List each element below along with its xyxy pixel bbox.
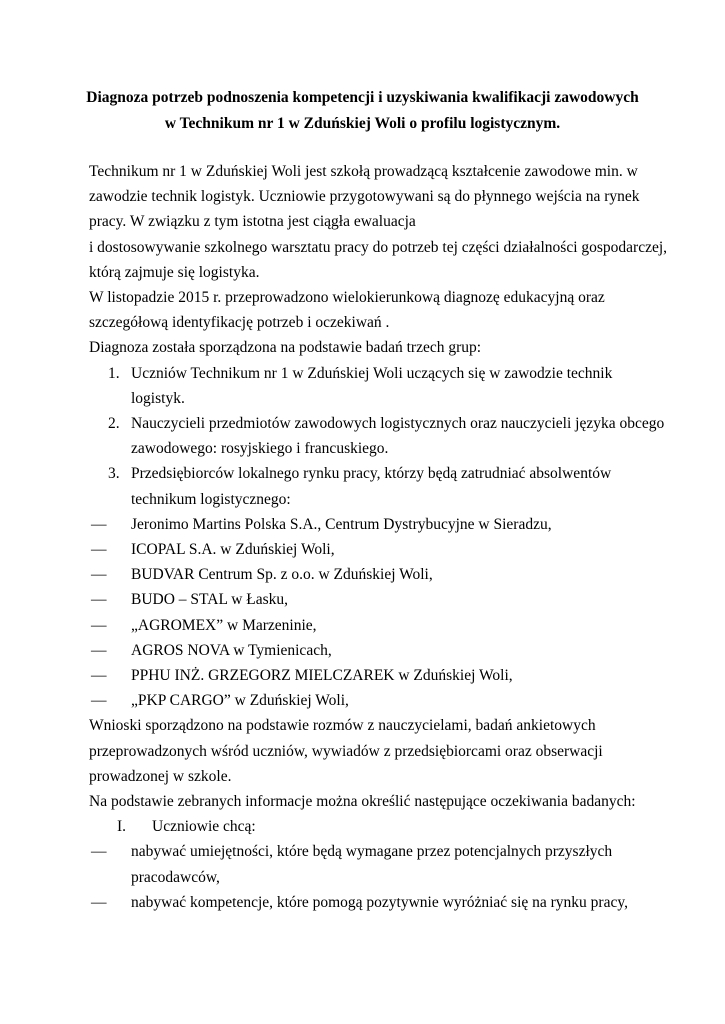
- company-name: „PKP CARGO” w Zduńskiej Woli,: [131, 692, 349, 710]
- dash-bullet: —: [91, 641, 107, 659]
- document-body: [89, 159, 668, 915]
- company-name: ICOPAL S.A. w Zduńskiej Woli,: [131, 541, 335, 559]
- list-item-text: Nauczycieli przedmiotów zawodowych logistycznych oraz nauczycieli języka obcego: [131, 415, 665, 433]
- list-item-text: Uczniów Technikum nr 1 w Zduńskiej Woli uczących się w zawodzie technik: [131, 364, 613, 382]
- section-heading: [89, 814, 649, 839]
- conclusions-line: prowadzonej w szkole.: [89, 767, 232, 785]
- intro-line: którą zajmuje się logistyka.: [89, 263, 260, 281]
- list-item: [89, 890, 649, 915]
- conclusions-line: Wnioski sporządzono na podstawie rozmów z nauczycielami, badań ankietowych: [89, 717, 596, 735]
- list-item: [89, 638, 649, 663]
- dash-bullet: —: [91, 616, 107, 634]
- intro-line: i dostosowywanie szkolnego warsztatu pracy do potrzeb tej części działalności gospodarczej,: [89, 238, 668, 256]
- dash-bullet: —: [91, 515, 107, 533]
- dash-bullet: —: [91, 893, 107, 911]
- document-title-line-1: Diagnoza potrzeb podnoszenia kompetencji i uzyskiwania kwalifikacji zawodowych: [86, 89, 639, 106]
- companies-list: [89, 512, 649, 714]
- dash-bullet: —: [91, 843, 107, 861]
- company-name: BUDVAR Centrum Sp. z o.o. w Zduńskiej Woli,: [131, 566, 433, 584]
- intro-line: W listopadzie 2015 r. przeprowadzono wielokierunkową diagnozę edukacyjną oraz: [89, 289, 605, 307]
- conclusions-line: Na podstawie zebranych informacje można określić następujące oczekiwania badanych:: [89, 793, 636, 811]
- intro-line: szczegółową identyfikację potrzeb i oczekiwań .: [89, 314, 390, 332]
- list-item: [89, 512, 649, 537]
- student-expectations-list: [89, 839, 649, 915]
- list-item-text: logistyk.: [131, 389, 185, 407]
- list-item: [89, 663, 649, 688]
- list-item: [89, 587, 649, 612]
- list-number: 1.: [108, 364, 120, 382]
- company-name: PPHU INŻ. GRZEGORZ MIELCZAREK w Zduńskiej Woli,: [131, 667, 513, 685]
- groups-list: [89, 361, 665, 512]
- section-label: Uczniowie chcą:: [152, 818, 256, 836]
- conclusions-line: przeprowadzonych wśród uczniów, wywiadów z przedsiębiorcami oraz obserwacji: [89, 742, 603, 760]
- list-item-text: technikum logistycznego:: [131, 490, 291, 508]
- intro-line: Technikum nr 1 w Zduńskiej Woli jest szkołą prowadzącą kształcenie zawodowe min. w: [89, 163, 638, 180]
- intro-line: pracy. W związku z tym istotna jest ciągła ewaluacja: [89, 213, 416, 231]
- list-number: 3.: [108, 465, 120, 483]
- list-item: [89, 461, 649, 511]
- list-item: [89, 361, 649, 411]
- intro-line: Diagnoza została sporządzona na podstawie badań trzech grup:: [89, 339, 482, 357]
- list-item-text: nabywać kompetencje, które pomogą pozytywnie wyróżniać się na rynku pracy,: [131, 893, 628, 911]
- dash-bullet: —: [91, 692, 107, 710]
- list-item-text: nabywać umiejętności, które będą wymagane przez potencjalnych przyszłych: [131, 843, 613, 861]
- list-item-text: pracodawców,: [131, 868, 220, 886]
- company-name: „AGROMEX” w Marzeninie,: [131, 616, 317, 634]
- conclusions-paragraph: [89, 713, 649, 814]
- list-item: [89, 839, 649, 889]
- intro-line: zawodzie technik logistyk. Uczniowie przygotowywani są do płynnego wejścia na rynek: [89, 188, 640, 206]
- dash-bullet: —: [91, 667, 107, 685]
- company-name: BUDO – STAL w Łasku,: [131, 591, 289, 609]
- document-title-line-2: w Technikum nr 1 w Zduńskiej Woli o profilu logistycznym.: [164, 115, 561, 132]
- list-item: [89, 537, 649, 562]
- dash-bullet: —: [91, 566, 107, 584]
- list-item: [89, 688, 649, 713]
- list-number: 2.: [108, 415, 120, 433]
- intro-paragraph: [89, 159, 668, 361]
- company-name: AGROS NOVA w Tymienicach,: [131, 641, 332, 659]
- dash-bullet: —: [91, 591, 107, 609]
- list-item: [89, 562, 649, 587]
- company-name: Jeronimo Martins Polska S.A., Centrum Dystrybucyjne w Sieradzu,: [131, 515, 552, 533]
- list-item-text: zawodowego: rosyjskiego i francuskiego.: [131, 440, 389, 458]
- dash-bullet: —: [91, 541, 107, 559]
- list-item-text: Przedsiębiorców lokalnego rynku pracy, którzy będą zatrudniać absolwentów: [131, 465, 612, 483]
- list-item: [89, 411, 665, 461]
- roman-numeral: I.: [117, 818, 127, 836]
- list-item: [89, 613, 649, 638]
